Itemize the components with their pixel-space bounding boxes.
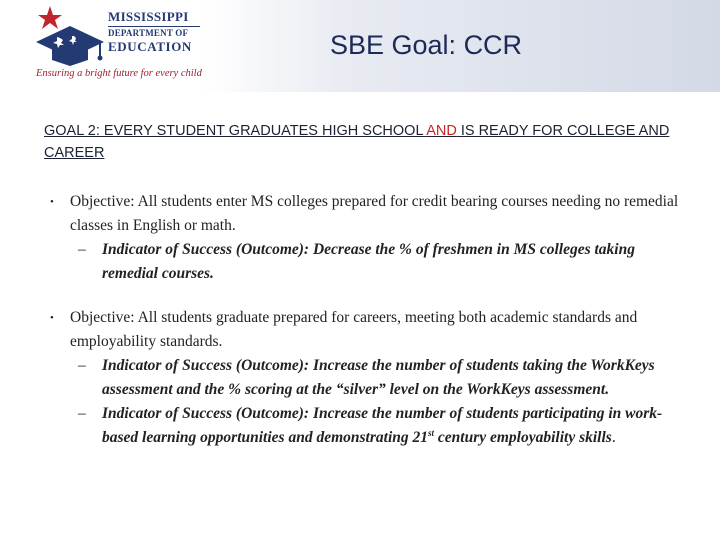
slide-header	[0, 0, 720, 92]
goal-text-part-1: GOAL 2: EVERY STUDENT GRADUATES HIGH SCHOOL	[44, 123, 427, 139]
dash-icon: –	[78, 357, 86, 374]
slide-title: SBE Goal: CCR	[330, 30, 523, 60]
objective-item	[40, 306, 690, 450]
logo-tagline: Ensuring a bright future for every child	[36, 68, 202, 79]
goal-and-emphasis: AND	[426, 123, 457, 139]
dash-icon: –	[78, 405, 86, 422]
objective-item	[40, 190, 690, 286]
bullet-icon: •	[50, 312, 54, 324]
ordinal-suffix: st	[428, 427, 435, 438]
dash-icon: –	[78, 241, 86, 258]
indicator-item	[70, 402, 690, 450]
mde-logo	[30, 4, 220, 86]
logo-line-3: EDUCATION	[108, 39, 192, 54]
bullet-icon: •	[50, 196, 54, 208]
objectives-list	[40, 190, 690, 470]
indicator-period: .	[611, 429, 616, 446]
star-cap-icon	[30, 4, 108, 68]
objective-text: Objective: All students graduate prepared for careers, meeting both academic standards and employability standards.	[70, 309, 638, 350]
logo-line-2: DEPARTMENT OF	[108, 26, 200, 39]
indicator-text: Indicator of Success (Outcome): Increase the number of students taking the WorkKeys assessment and the % scoring at the “silver” level on the WorkKeys assessment.	[102, 357, 655, 398]
indicator-text-end: century employability skills	[434, 429, 612, 446]
indicator-text: Indicator of Success (Outcome): Decrease the % of freshmen in MS colleges taking remedial courses.	[102, 241, 635, 282]
goal-heading	[44, 120, 684, 164]
goal-text-part-2: IS READY FOR COLLEGE AND CAREER	[44, 123, 670, 161]
logo-line-1: MISSISSIPPI	[108, 9, 189, 24]
indicator-item	[70, 354, 690, 402]
objective-text: Objective: All students enter MS colleges prepared for credit bearing courses needing no remedial classes in English or math.	[70, 193, 679, 234]
indicator-item	[70, 238, 690, 286]
indicator-text: Indicator of Success (Outcome): Increase the number of students participating in work-based learning opportunities and demonstrating 21	[102, 405, 663, 446]
logo-wordmark	[108, 10, 228, 54]
